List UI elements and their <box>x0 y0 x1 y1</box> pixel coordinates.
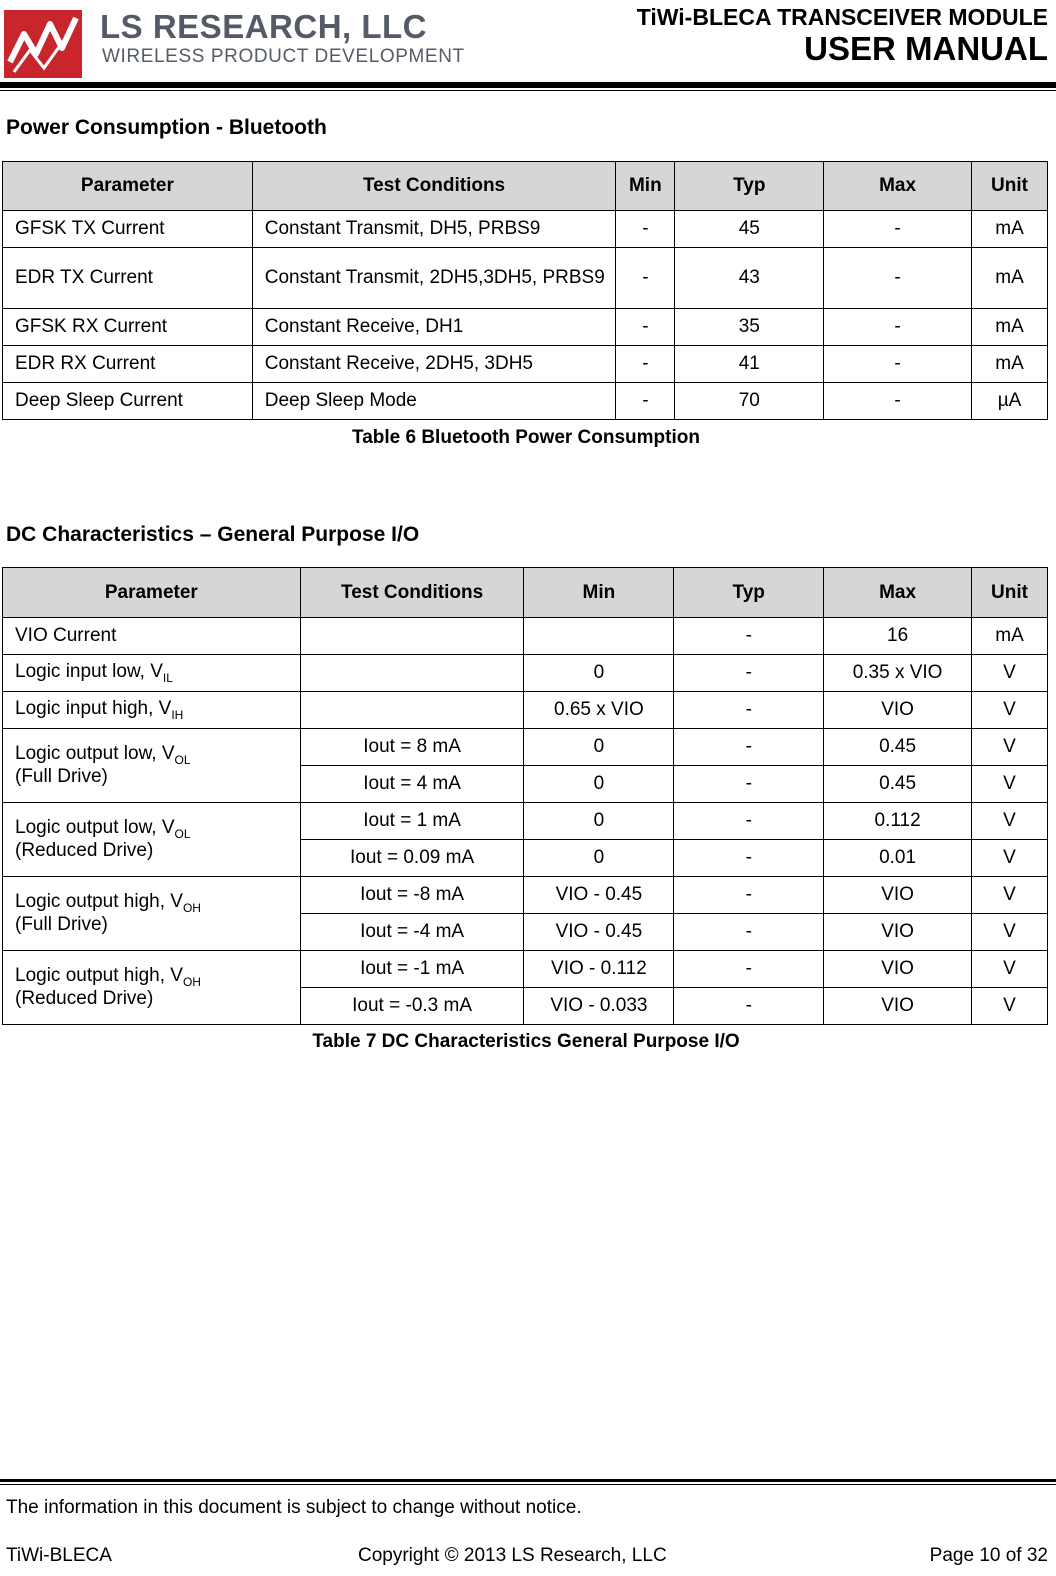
table-cell: - <box>674 766 824 803</box>
table-cell: V <box>972 766 1048 803</box>
column-header: Typ <box>674 568 824 618</box>
table-cell: - <box>616 309 675 346</box>
table-cell: EDR TX Current <box>3 248 253 309</box>
table-cell: - <box>674 914 824 951</box>
table-cell: V <box>972 951 1048 988</box>
table-cell: V <box>972 655 1048 692</box>
table-row <box>3 618 1048 655</box>
table-cell: 0 <box>524 729 674 766</box>
table-cell <box>300 655 524 692</box>
column-header: Unit <box>972 568 1048 618</box>
table-row <box>3 655 1048 692</box>
table-cell <box>300 692 524 729</box>
table-cell: 0.01 <box>824 840 972 877</box>
table-cell: - <box>616 248 675 309</box>
table-cell: 0.35 x VIO <box>824 655 972 692</box>
param-subscript: IL <box>162 670 173 685</box>
table-cell: Deep Sleep Current <box>3 383 253 420</box>
table-cell: VIO <box>824 877 972 914</box>
table-cell: - <box>674 803 824 840</box>
document-subtitle: USER MANUAL <box>804 30 1048 67</box>
param-label: Logic output low, V <box>15 742 175 764</box>
table-row <box>3 951 1048 988</box>
table-cell: - <box>674 618 824 655</box>
table-row <box>3 248 1048 309</box>
table-cell: - <box>616 211 675 248</box>
table-cell: V <box>972 803 1048 840</box>
column-header: Min <box>524 568 674 618</box>
header-rule-thin <box>0 90 1056 91</box>
table-cell: mA <box>972 618 1048 655</box>
table-cell: 43 <box>675 248 824 309</box>
table-cell: - <box>674 655 824 692</box>
table-row <box>3 877 1048 914</box>
table-cell: VIO <box>824 988 972 1025</box>
table-header-row <box>3 568 1048 618</box>
dc-characteristics-table <box>2 567 1048 1025</box>
table-caption: Table 6 Bluetooth Power Consumption <box>352 427 700 448</box>
table-cell: V <box>972 840 1048 877</box>
column-header: Typ <box>675 162 824 211</box>
param-label: Logic output high, V <box>15 890 183 912</box>
table-cell: Deep Sleep Mode <box>252 383 616 420</box>
table-cell: V <box>972 914 1048 951</box>
param-subscript: OH <box>182 900 201 915</box>
table-cell: 0 <box>524 803 674 840</box>
table-row <box>3 803 1048 840</box>
param-subscript: OL <box>174 752 191 767</box>
table-cell: 0.112 <box>824 803 972 840</box>
section-title-power: Power Consumption - Bluetooth <box>6 116 327 139</box>
table-cell: - <box>674 840 824 877</box>
table-cell <box>3 803 301 877</box>
table-cell: 0.65 x VIO <box>524 692 674 729</box>
table-cell: 45 <box>675 211 824 248</box>
table-cell: mA <box>972 248 1048 309</box>
table-cell: GFSK TX Current <box>3 211 253 248</box>
table-cell: VIO - 0.45 <box>524 877 674 914</box>
table-cell: V <box>972 988 1048 1025</box>
table-cell: Iout = -1 mA <box>300 951 524 988</box>
table-row <box>3 729 1048 766</box>
table-header-row <box>3 162 1048 211</box>
footer-rule <box>0 1479 1056 1482</box>
table-cell <box>300 618 524 655</box>
param-note: (Reduced Drive) <box>15 988 154 1010</box>
document-title: TiWi-BLECA TRANSCEIVER MODULE <box>636 4 1048 30</box>
column-header: Max <box>824 162 972 211</box>
table-cell: 16 <box>824 618 972 655</box>
table-cell: - <box>674 951 824 988</box>
company-logo <box>4 2 465 78</box>
table-cell: Iout = -4 mA <box>300 914 524 951</box>
table-cell: VIO <box>824 914 972 951</box>
table-cell: V <box>972 729 1048 766</box>
table-cell: VIO Current <box>3 618 301 655</box>
table-cell: - <box>674 988 824 1025</box>
table-cell: - <box>674 877 824 914</box>
table-cell: Iout = 8 mA <box>300 729 524 766</box>
footer-product: TiWi-BLECA <box>6 1545 112 1566</box>
param-note: (Full Drive) <box>15 766 108 788</box>
header-rule <box>0 82 1056 88</box>
table-cell: mA <box>972 346 1048 383</box>
table-cell: - <box>824 346 972 383</box>
table-cell: µA <box>972 383 1048 420</box>
table-cell: - <box>824 309 972 346</box>
table-cell: Constant Transmit, 2DH5,3DH5, PRBS9 <box>252 248 616 309</box>
page-number: Page 10 of 32 <box>929 1545 1048 1566</box>
table-cell: 0.45 <box>824 766 972 803</box>
table-cell <box>3 655 301 692</box>
table-cell: - <box>616 383 675 420</box>
table-cell: 70 <box>675 383 824 420</box>
table-cell: mA <box>972 309 1048 346</box>
table-cell: - <box>824 248 972 309</box>
table-row <box>3 383 1048 420</box>
table-cell: V <box>972 692 1048 729</box>
param-label: Logic output low, V <box>15 816 175 838</box>
table-cell: 0 <box>524 766 674 803</box>
section-title-dc: DC Characteristics – General Purpose I/O <box>6 523 420 546</box>
table-cell: 0.45 <box>824 729 972 766</box>
table-cell: Iout = 0.09 mA <box>300 840 524 877</box>
footer-rule-thin <box>0 1484 1056 1485</box>
table-cell <box>3 951 301 1025</box>
table-cell <box>3 692 301 729</box>
table-row <box>3 211 1048 248</box>
table-row <box>3 309 1048 346</box>
table-cell: 0 <box>524 655 674 692</box>
table-cell <box>524 618 674 655</box>
table-cell: Constant Receive, 2DH5, 3DH5 <box>252 346 616 383</box>
table-cell: V <box>972 877 1048 914</box>
table-cell: 41 <box>675 346 824 383</box>
table-cell: Iout = -8 mA <box>300 877 524 914</box>
logo-tagline: WIRELESS PRODUCT DEVELOPMENT <box>102 46 465 67</box>
table-row <box>3 692 1048 729</box>
table-cell: VIO - 0.033 <box>524 988 674 1025</box>
table-cell: Iout = -0.3 mA <box>300 988 524 1025</box>
change-notice: The information in this document is subject to change without notice. <box>6 1497 582 1518</box>
column-header: Min <box>616 162 675 211</box>
page-header <box>0 0 1056 92</box>
column-header: Max <box>824 568 972 618</box>
param-note: (Reduced Drive) <box>15 840 154 862</box>
param-label: Logic output high, V <box>15 964 183 986</box>
table-cell: 35 <box>675 309 824 346</box>
table-cell: Constant Transmit, DH5, PRBS9 <box>252 211 616 248</box>
table-cell: Iout = 1 mA <box>300 803 524 840</box>
param-note: (Full Drive) <box>15 914 108 936</box>
table-row <box>3 346 1048 383</box>
table-cell: - <box>616 346 675 383</box>
table-cell: - <box>674 692 824 729</box>
table-cell: VIO <box>824 951 972 988</box>
logo-company-name: LS RESEARCH, LLC <box>100 8 428 45</box>
table-cell: - <box>824 383 972 420</box>
table-cell: - <box>674 729 824 766</box>
param-label: Logic input low, V <box>15 661 163 683</box>
column-header: Parameter <box>3 162 253 211</box>
table-cell <box>3 729 301 803</box>
column-header: Parameter <box>3 568 301 618</box>
table-cell: EDR RX Current <box>3 346 253 383</box>
table-cell: VIO - 0.45 <box>524 914 674 951</box>
table-cell: mA <box>972 211 1048 248</box>
table-cell: - <box>824 211 972 248</box>
table-cell: 0 <box>524 840 674 877</box>
param-subscript: IH <box>171 707 184 722</box>
table-cell: VIO - 0.112 <box>524 951 674 988</box>
column-header: Unit <box>972 162 1048 211</box>
table-cell: Constant Receive, DH1 <box>252 309 616 346</box>
param-subscript: OH <box>182 974 201 989</box>
power-consumption-table <box>2 161 1048 420</box>
table-cell: VIO <box>824 692 972 729</box>
table-cell: Iout = 4 mA <box>300 766 524 803</box>
footer-copyright: Copyright © 2013 LS Research, LLC <box>358 1545 667 1566</box>
param-label: Logic input high, V <box>15 698 172 720</box>
ls-research-logo-icon <box>4 10 82 78</box>
table-caption: Table 7 DC Characteristics General Purpose I/O <box>312 1031 740 1052</box>
column-header: Test Conditions <box>300 568 524 618</box>
table-cell: GFSK RX Current <box>3 309 253 346</box>
param-subscript: OL <box>174 826 191 841</box>
table-cell <box>3 877 301 951</box>
column-header: Test Conditions <box>252 162 616 211</box>
